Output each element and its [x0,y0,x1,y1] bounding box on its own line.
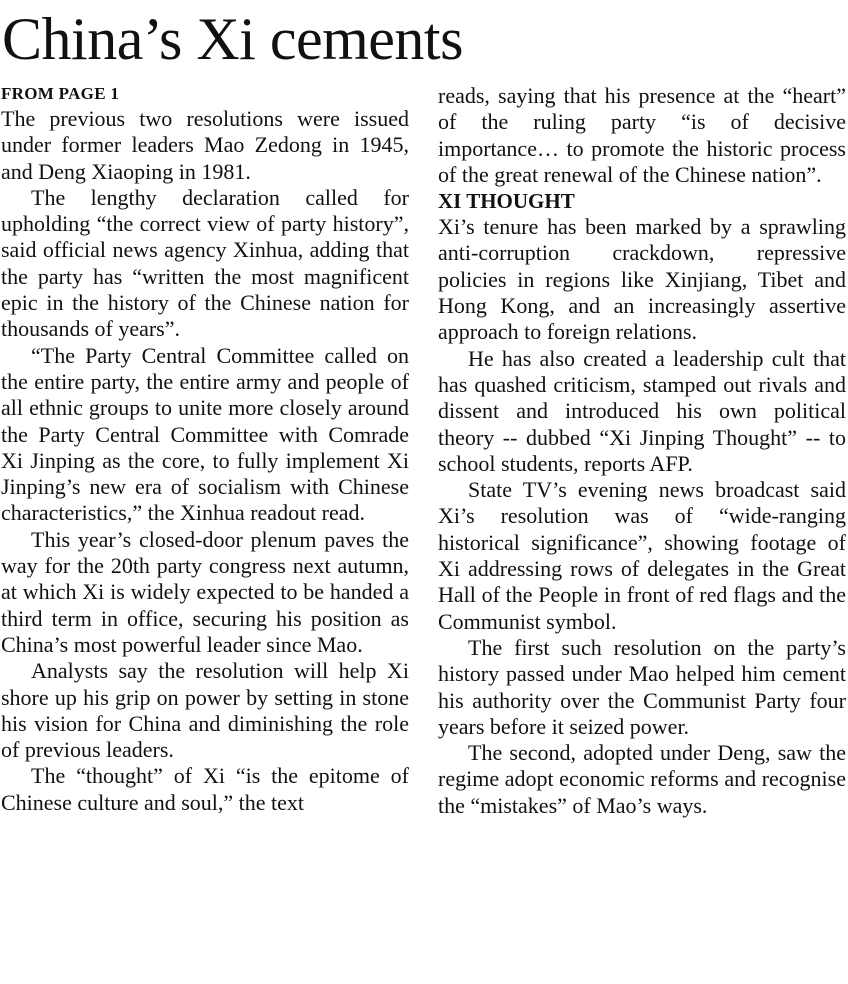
paragraph-continued: reads, saying that his presence at the “heart” of the ruling party “is of decisive importance… to promote the historic process of the great renewal of the Chinese nation”. [438,83,846,187]
paragraph: The second, adopted under Deng, saw the regime adopt economic reforms and recognise the “mistakes” of Mao’s ways. [438,740,846,818]
paragraph: This year’s closed-door plenum paves the way for the 20th party congress next autumn, at which Xi is widely expected to be handed a third term in office, securing his position as China’s most powerful leader since Mao. [1,526,409,657]
paragraph: The previous two resolutions were issued under former leaders Mao Zedong in 1945, and Deng Xiaoping in 1981. [1,106,409,184]
paragraph: He has also created a leadership cult that has quashed criticism, stamped out rivals and dissent and introduced his own political theory -- dubbed “Xi Jinping Thought” -- to school students, reports AFP. [438,345,846,476]
paragraph: The “thought” of Xi “is the epitome of Chinese culture and soul,” the text [1,763,409,815]
paragraph: State TV’s evening news broadcast said Xi’s resolution was of “wide-ranging historical significance”, showing footage of Xi addressing rows of delegates in the Great Hall of the People in front of red flags and the Communist symbol. [438,477,846,634]
paragraph: The first such resolution on the party’s history passed under Mao helped him cement his authority over the Communist Party four years before it seized power. [438,634,846,739]
paragraph: Xi’s tenure has been marked by a sprawling anti-corruption crackdown, repressive policies in regions like Xinjiang, Tibet and Hong Kong, and an increasingly assertive approach to foreign relations. [438,214,846,345]
paragraph: The lengthy declaration called for upholding “the correct view of party history”, said official news agency Xinhua, adding that the party has “written the most magnificent epic in the history of the Chinese nation for thousands of years”. [1,184,409,342]
continued-from-label: FROM PAGE 1 [1,84,120,103]
paragraph: Analysts say the resolution will help Xi shore up his grip on power by setting in stone his vision for China and diminishing the role of previous leaders. [1,658,409,763]
article-column-left [1,83,409,816]
article-column-right [438,83,846,819]
paragraph: “The Party Central Committee called on the entire party, the entire army and people of all ethnic groups to unite more closely around the Party Central Committee with Comrade Xi Jinping as the core, to fully implement Xi Jinping’s new era of socialism with Chinese characteristics,” the Xinhua readout read. [1,342,409,526]
section-subhead: XI THOUGHT [438,189,575,214]
headline: China’s Xi cements [2,6,463,72]
